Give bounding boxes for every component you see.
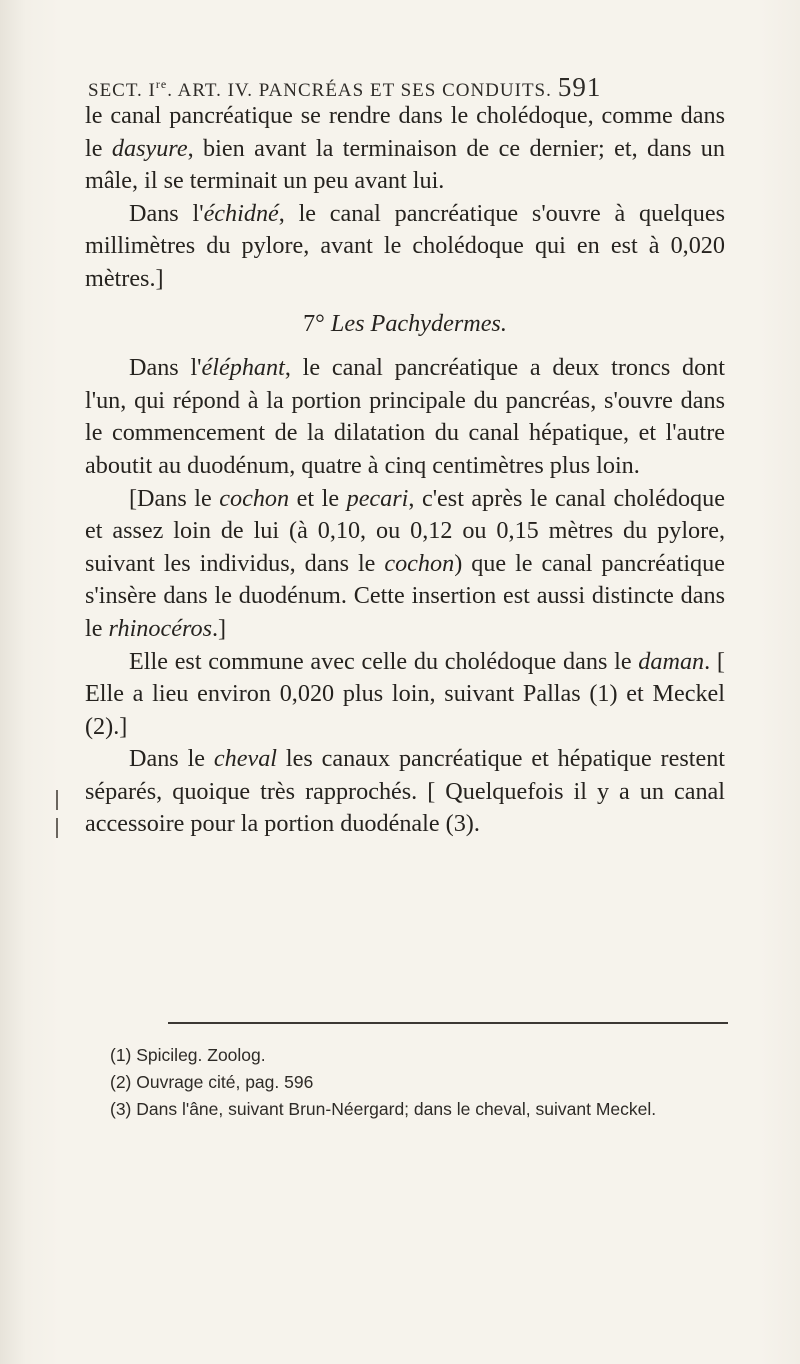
- heading-title: Les Pachydermes.: [330, 309, 507, 337]
- text: , c'est après le canal cholédoque et assez loin de lui (à 0,10, ou 0,12 ou 0,15 mètres du pylore, suivant les individus, dans le: [85, 484, 725, 577]
- text: .]: [212, 614, 227, 642]
- running-head: [88, 72, 708, 103]
- text: , bien avant la terminaison de ce dernier; et, dans un mâle, il se terminait un peu avant lui.: [85, 134, 725, 195]
- page-number: 591: [557, 72, 602, 102]
- text: le canal pancréatique se rendre dans le cholédoque, comme dans le: [85, 102, 725, 162]
- running-head-title: . ART. IV. PANCRÉAS ET SES CONDUITS.: [167, 80, 552, 101]
- italic-term: cheval: [213, 745, 278, 773]
- text: ) que le canal pancréatique s'insère dans le duodénum. Cette insertion est aussi distincte dans le: [85, 549, 725, 642]
- italic-term: échidné: [203, 199, 279, 227]
- margin-mark: [56, 818, 58, 838]
- paragraph: [85, 352, 725, 482]
- text: et le: [289, 484, 347, 512]
- margin-marks: [6, 130, 20, 1030]
- text: Dans le: [129, 745, 214, 773]
- footnote: (3) Dans l'âne, suivant Brun-Néergard; dans le cheval, suivant Meckel.: [110, 1099, 657, 1119]
- running-head-section-sup: re: [155, 77, 168, 91]
- heading-number: 7°: [303, 309, 325, 337]
- paragraph: [85, 743, 725, 841]
- paragraph: [85, 646, 725, 744]
- footnotes: [110, 1042, 750, 1123]
- footnote: (1) Spicileg. Zoolog.: [110, 1045, 266, 1065]
- text: . [ Elle a lieu environ 0,020 plus loin, suivant Pallas (1) et Meckel (2).]: [85, 647, 725, 740]
- italic-term: daman: [638, 647, 705, 675]
- text: [Dans le: [129, 484, 220, 512]
- running-head-section: SECT. I: [88, 80, 156, 101]
- section-heading: [85, 308, 725, 341]
- italic-term: cochon: [219, 484, 290, 512]
- paragraph: [85, 483, 725, 646]
- footnote: (2) Ouvrage cité, pag. 596: [110, 1072, 314, 1092]
- italic-term: cochon: [384, 549, 455, 577]
- text: les canaux pancréatique et hépatique restent séparés, quoique très rapprochés. [ Quelquefois il y a un canal accessoire pour la portion duodénale (3).: [85, 745, 726, 838]
- paragraph: [85, 198, 725, 296]
- text: Dans l': [129, 354, 202, 382]
- text: , le canal pancréatique a deux troncs dont l'un, qui répond à la portion principale du pancréas, s'ouvre dans le commencement de la dilatation du canal hépatique, et l'autre aboutit au duodénum, quatre à cinq centimètres plus loin.: [85, 354, 726, 479]
- italic-term: pecari: [346, 484, 409, 512]
- text: Dans l': [129, 199, 204, 227]
- paragraph: [85, 100, 725, 198]
- text: , le canal pancréatique s'ouvre à quelques millimètres du pylore, avant le cholédoque qui en est à 0,020 mètres.]: [85, 199, 725, 292]
- italic-term: éléphant: [201, 354, 285, 382]
- italic-term: rhinocéros: [108, 614, 212, 642]
- italic-term: dasyure: [111, 134, 188, 162]
- footnote-rule: [168, 1022, 728, 1024]
- margin-mark: [56, 790, 58, 810]
- text: Elle est commune avec celle du cholédoque dans le: [129, 647, 639, 675]
- page-body: [85, 100, 725, 841]
